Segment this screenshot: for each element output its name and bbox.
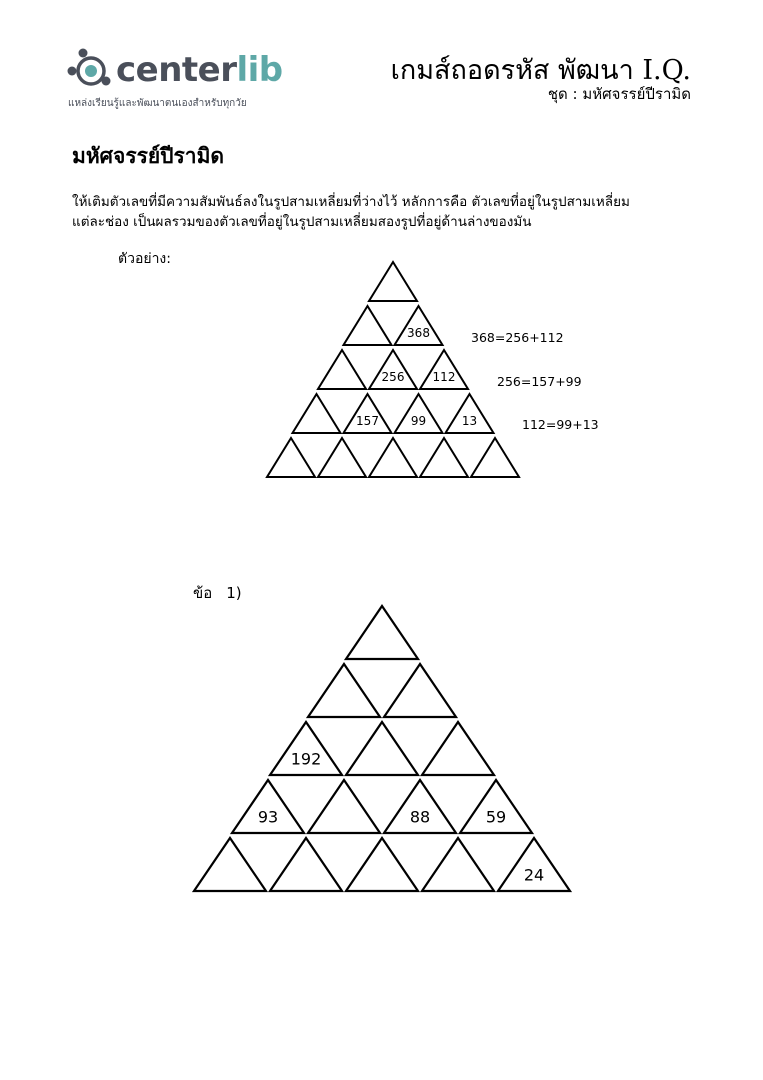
- logo-wordmark: centerlib: [116, 50, 283, 90]
- example-triangle-r0-c0: [369, 262, 417, 301]
- example-equation-0: 368=256+112: [471, 330, 564, 345]
- question-value-r2-c0: 192: [290, 749, 322, 769]
- example-value-r1-c1: 368: [407, 326, 430, 341]
- page-title: มหัศจรรย์ปีรามิด: [72, 144, 225, 168]
- instruction-line-1: ให้เติมตัวเลขที่มีความสัมพันธ์ลงในรูปสามเหลี่ยมที่ว่างไว้ หลักการคือ ตัวเลขที่อยู่ในรูปสามเหลี่ยม: [72, 194, 630, 210]
- question-triangle-r0-c0: [346, 606, 418, 659]
- question-value-r3-c3: 59: [485, 807, 507, 827]
- question-triangle-r2-c2: [422, 722, 494, 775]
- example-triangle-r2-c0: [318, 350, 366, 389]
- question-triangle-r4-c3: [422, 838, 494, 891]
- example-equation-1: 256=157+99: [497, 374, 582, 389]
- question-triangle-r4-c2: [346, 838, 418, 891]
- example-equation-2: 112=99+13: [522, 417, 599, 432]
- question-triangle-r1-c1: [384, 664, 456, 717]
- example-triangle-r4-c3: [420, 438, 468, 477]
- question-word: ข้อ: [193, 584, 213, 602]
- example-value-r2-c2: 112: [432, 370, 456, 385]
- example-value-r2-c1: 256: [381, 370, 405, 385]
- header-subtitle: ชุด : มหัศจรรย์ปีรามิด: [547, 85, 691, 103]
- question-value-r3-c2: 88: [409, 807, 431, 827]
- question-triangle-r1-c0: [308, 664, 380, 717]
- question-number: 1): [226, 584, 242, 602]
- example-triangle-r1-c0: [344, 306, 392, 345]
- example-value-r3-c1: 157: [356, 414, 379, 429]
- question-triangle-r4-c0: [194, 838, 266, 891]
- logo-tagline: แหล่งเรียนรู้และพัฒนาตนเองสำหรับทุกวัย: [68, 98, 247, 109]
- question-triangle-r4-c1: [270, 838, 342, 891]
- example-triangle-r4-c0: [267, 438, 315, 477]
- example-value-r3-c3: 13: [461, 414, 478, 429]
- example-triangle-r4-c4: [471, 438, 519, 477]
- example-value-r3-c2: 99: [410, 414, 427, 429]
- example-triangle-r4-c2: [369, 438, 417, 477]
- question-triangle-r2-c1: [346, 722, 418, 775]
- question-value-r3-c0: 93: [257, 807, 279, 827]
- question-value-r4-c4: 24: [523, 865, 545, 885]
- example-triangle-r3-c0: [293, 394, 341, 433]
- question-triangle-r3-c1: [308, 780, 380, 833]
- example-label: ตัวอย่าง:: [118, 251, 171, 267]
- header-title: เกมส์ถอดรหัส พัฒนา I.Q.: [390, 55, 691, 86]
- instruction-line-2: แต่ละช่อง เป็นผลรวมของตัวเลขที่อยู่ในรูปสามเหลี่ยมสองรูปที่อยู่ด้านล่างของมัน: [72, 214, 532, 230]
- example-triangle-r4-c1: [318, 438, 366, 477]
